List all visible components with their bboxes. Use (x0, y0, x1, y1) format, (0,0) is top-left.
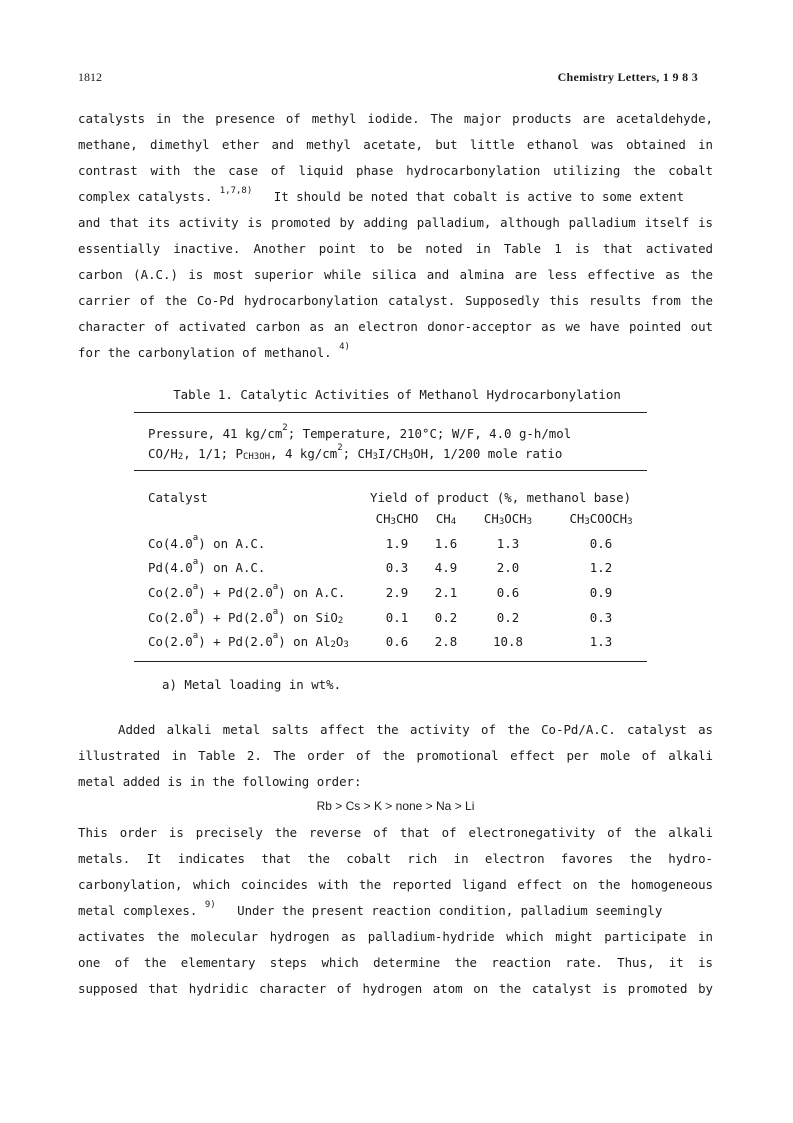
condition-partial-pressure: , 4 kg/cm (270, 446, 338, 461)
formula-part: CH (375, 511, 391, 526)
text-line: contrast with the case of liquid phase hydrocarbonylation utilizing the cobalt (78, 163, 713, 178)
table-conditions-line-1 (148, 425, 648, 443)
condition-ratio: , 1/1; P (183, 446, 243, 461)
text-line: metal added is in the following order: (78, 774, 362, 789)
table-cell: 0.2 (496, 610, 520, 625)
product-header-methane (424, 510, 468, 528)
catalyst-name: ) + Pd(2.0 (198, 634, 273, 649)
condition-mei: I/CH (377, 446, 408, 461)
formula-part: COOCH (589, 511, 628, 526)
table-cell: 0.9 (589, 585, 613, 600)
table-caption: Table 1. Catalytic Activities of Methanol Hydrocarbonylation (173, 387, 621, 402)
text-span: complex catalysts. (78, 189, 213, 204)
footnote-marker: a (192, 557, 199, 567)
subscript: 3 (526, 517, 533, 527)
running-header (78, 70, 698, 86)
footnote-marker: a (192, 631, 199, 641)
table-condition-rule (134, 470, 647, 471)
table-cell: 0.3 (589, 610, 613, 625)
reference-marker: 1,7,8) (219, 186, 253, 196)
catalyst-name: ) + Pd(2.0 (198, 585, 273, 600)
column-header-yield: Yield of product (%, methanol base) (370, 490, 632, 505)
subscript: 3 (343, 640, 349, 650)
catalyst-name: Pd(4.0 (148, 560, 193, 575)
text-line: essentially inactive. Another point to be noted in Table 1 is that activated (78, 241, 713, 256)
text-line: illustrated in Table 2. The order of the promotional effect per mole of alkali (78, 748, 713, 763)
text-line: Added alkali metal salts affect the activity of the Co-Pd/A.C. catalyst as (118, 722, 713, 737)
text-span: for the carbonylation of methanol. (78, 345, 332, 360)
formula-part: CH (483, 511, 499, 526)
table-cell: 2.8 (434, 634, 458, 649)
table-cell: 1.6 (434, 536, 458, 551)
subscript: 3 (627, 517, 633, 527)
product-header-methyl-acetate (556, 510, 646, 528)
subscript: 3 (498, 517, 505, 527)
formula-part: CH (569, 511, 585, 526)
table-cell: 2.9 (385, 585, 409, 600)
subscript: 3 (584, 517, 590, 527)
product-header-dimethyl-ether (472, 510, 544, 528)
footnote-marker: a (192, 582, 199, 592)
condition-mei: ; CH (342, 446, 373, 461)
text-line: character of activated carbon as an electron donor-acceptor as we have pointed out (78, 319, 713, 334)
subscript: 2 (337, 616, 344, 626)
formula-part: CH (435, 511, 451, 526)
condition-co-h2: CO/H (148, 446, 178, 461)
catalyst-name: Co(2.0 (148, 634, 193, 649)
table-cell: 2.1 (434, 585, 458, 600)
subscript: 3 (407, 452, 414, 462)
text-line: carbon (A.C.) is most superior while silica and almina are less effective as the (78, 267, 713, 282)
table-cell: 4.9 (434, 560, 458, 575)
catalyst-name: ) on A.C. (278, 585, 346, 600)
superscript: 2 (337, 443, 343, 453)
catalyst-name: ) on A.C. (198, 560, 266, 575)
table-cell: 1.3 (496, 536, 520, 551)
subscript: 4 (450, 517, 457, 527)
table-cell: 0.2 (434, 610, 458, 625)
catalyst-name: O (335, 634, 344, 649)
reference-marker: 4) (339, 342, 350, 352)
table-cell: 0.6 (496, 585, 520, 600)
catalyst-name: ) on Al (278, 634, 331, 649)
text-line: one of the elementary steps which determine the reaction rate. Thus, it is (78, 955, 713, 970)
text-line: carrier of the Co-Pd hydrocarbonylation catalyst. Supposedly this results from the (78, 293, 713, 308)
table-cell: 0.6 (385, 634, 409, 649)
ordering-line: Rb > Cs > K > none > Na > Li (316, 799, 475, 813)
column-header-catalyst: Catalyst (148, 490, 208, 505)
text-line (78, 902, 713, 920)
text-span: It should be noted that cobalt is active to some extent (273, 189, 685, 204)
table-cell: 1.9 (385, 536, 409, 551)
catalyst-name: Co(2.0 (148, 585, 193, 600)
table-row-catalyst (148, 535, 265, 553)
text-span: Under the present reaction condition, palladium seemingly (237, 903, 663, 918)
table-cell: 1.3 (589, 634, 613, 649)
table-cell: 2.0 (496, 560, 520, 575)
table-row-catalyst (148, 609, 343, 627)
catalyst-name: Co(2.0 (148, 610, 193, 625)
subscript: 3 (390, 517, 396, 527)
table-cell: 0.3 (385, 560, 409, 575)
table-cell: 0.1 (385, 610, 409, 625)
table-conditions-line-2 (148, 445, 648, 463)
reference-marker: 9) (204, 900, 216, 910)
condition-temperature: ; Temperature, 210°C; W/F, 4.0 g-h/mol (287, 426, 572, 441)
subscript: 2 (330, 640, 336, 650)
text-line: activates the molecular hydrogen as palladium-hydride which might participate in (78, 929, 713, 944)
catalyst-name: Co(4.0 (148, 536, 193, 551)
text-line: carbonylation, which coincides with the reported ligand effect on the homogeneous (78, 877, 713, 892)
text-line: This order is precisely the reverse of that of electronegativity of the alkali (78, 825, 713, 840)
footnote-marker: a (192, 533, 199, 543)
text-line: metals. It indicates that the cobalt rich in electron favores the hydro- (78, 851, 713, 866)
subscript: CH3OH (242, 452, 271, 462)
table-bottom-rule (134, 661, 647, 662)
table-cell: 1.2 (589, 560, 613, 575)
footnote-marker: a (272, 631, 279, 641)
table-row-catalyst (148, 633, 349, 651)
page-number: 1812 (78, 70, 102, 84)
subscript: 2 (177, 452, 184, 462)
product-header-acetaldehyde (364, 510, 430, 528)
text-span: metal complexes. (78, 903, 198, 918)
footnote-marker: a (272, 607, 279, 617)
table-top-rule (134, 412, 647, 413)
superscript: 2 (282, 423, 288, 433)
formula-part: CHO (395, 511, 419, 526)
catalyst-name: ) on A.C. (198, 536, 266, 551)
footnote-marker: a (192, 607, 199, 617)
text-line: supposed that hydridic character of hydrogen atom on the catalyst is promoted by (78, 981, 713, 996)
catalyst-name: ) + Pd(2.0 (198, 610, 273, 625)
condition-pressure: Pressure, 41 kg/cm (148, 426, 283, 441)
formula-part: OCH (504, 511, 527, 526)
table-row-catalyst (148, 559, 265, 577)
table-footnote: a) Metal loading in wt%. (162, 677, 342, 692)
footnote-marker: a (272, 582, 279, 592)
journal-title: Chemistry Letters, 1 9 8 3 (557, 70, 698, 84)
table-row-catalyst (148, 584, 345, 602)
text-line: and that its activity is promoted by adding palladium, although palladium itself is (78, 215, 713, 230)
condition-mei: OH, 1/200 mole ratio (413, 446, 563, 461)
table-cell: 0.6 (589, 536, 613, 551)
subscript: 3 (372, 452, 378, 462)
text-line: catalysts in the presence of methyl iodide. The major products are acetaldehyde, (78, 111, 713, 126)
text-line (78, 188, 713, 206)
table-cell: 10.8 (493, 634, 523, 649)
text-line (78, 344, 713, 362)
catalyst-name: ) on SiO (278, 610, 338, 625)
text-line: methane, dimethyl ether and methyl acetate, but little ethanol was obtained in (78, 137, 713, 152)
